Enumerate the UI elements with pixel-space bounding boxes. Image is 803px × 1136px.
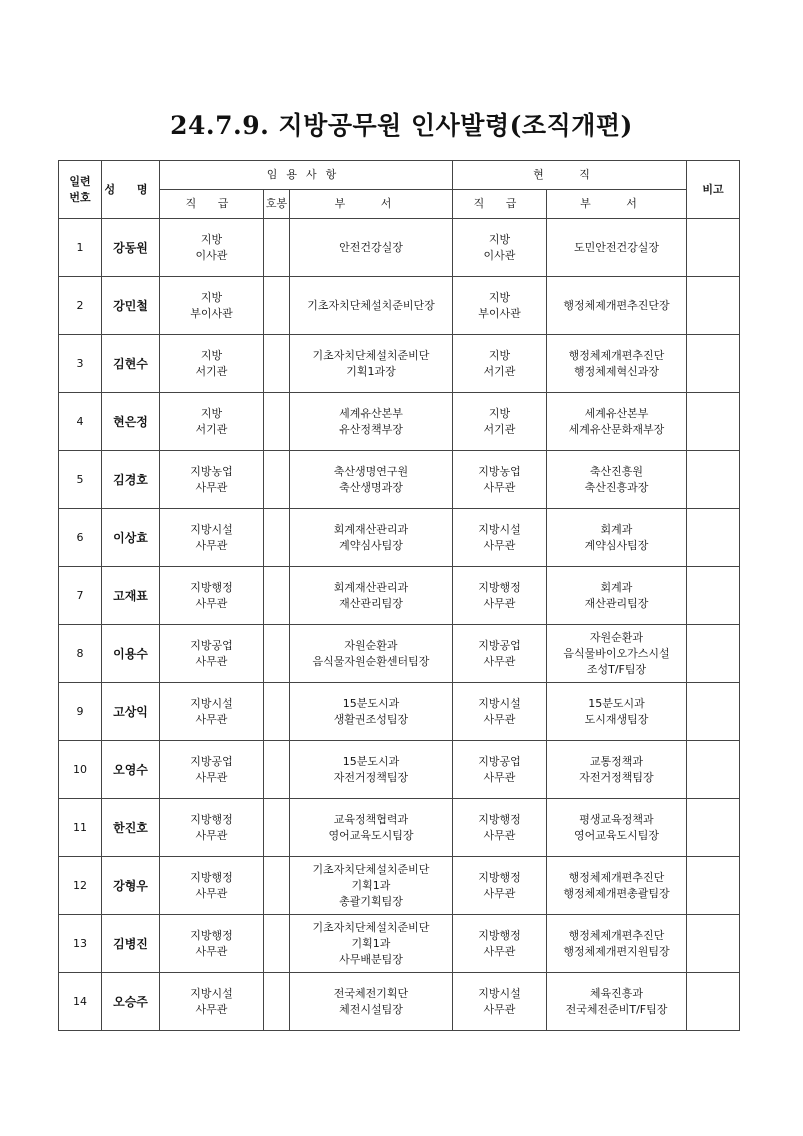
header-dept: 부 서 <box>290 190 453 219</box>
cell-current-dept: 15분도시과 도시재생팀장 <box>547 683 687 741</box>
header-hobong: 호봉 <box>264 190 290 219</box>
cell-current-grade: 지방공업 사무관 <box>453 741 547 799</box>
cell-hobong <box>264 857 290 915</box>
cell-note <box>687 915 740 973</box>
cell-seq: 5 <box>59 451 102 509</box>
cell-hobong <box>264 451 290 509</box>
table-row <box>59 973 740 1031</box>
table-row <box>59 451 740 509</box>
cell-current-dept: 행정체제개편추진단장 <box>547 277 687 335</box>
cell-note <box>687 741 740 799</box>
cell-name: 이용수 <box>102 625 160 683</box>
cell-name: 김현수 <box>102 335 160 393</box>
cell-seq: 6 <box>59 509 102 567</box>
table-row <box>59 915 740 973</box>
cell-note <box>687 335 740 393</box>
cell-name: 오영수 <box>102 741 160 799</box>
cell-dept: 회계재산관리과 계약심사팀장 <box>290 509 453 567</box>
cell-name: 현은정 <box>102 393 160 451</box>
cell-note <box>687 451 740 509</box>
cell-grade: 지방공업 사무관 <box>160 741 264 799</box>
table-row <box>59 393 740 451</box>
cell-hobong <box>264 741 290 799</box>
cell-note <box>687 509 740 567</box>
cell-hobong <box>264 683 290 741</box>
cell-name: 한진호 <box>102 799 160 857</box>
cell-hobong <box>264 567 290 625</box>
cell-grade: 지방 이사관 <box>160 219 264 277</box>
cell-note <box>687 277 740 335</box>
cell-current-grade: 지방 서기관 <box>453 335 547 393</box>
cell-note <box>687 219 740 277</box>
cell-current-grade: 지방행정 사무관 <box>453 799 547 857</box>
cell-current-dept: 회계과 재산관리팀장 <box>547 567 687 625</box>
cell-current-dept: 도민안전건강실장 <box>547 219 687 277</box>
cell-current-dept: 교통정책과 자전거정책팀장 <box>547 741 687 799</box>
table-row <box>59 857 740 915</box>
cell-current-grade: 지방시설 사무관 <box>453 509 547 567</box>
header-current: 현 직 <box>453 161 687 190</box>
cell-dept: 교육정책협력과 영어교육도시팀장 <box>290 799 453 857</box>
header-name: 성 명 <box>102 161 160 219</box>
header-seq: 일련 번호 <box>59 161 102 219</box>
cell-hobong <box>264 799 290 857</box>
cell-current-grade: 지방행정 사무관 <box>453 567 547 625</box>
cell-hobong <box>264 915 290 973</box>
cell-dept: 안전건강실장 <box>290 219 453 277</box>
table-row <box>59 509 740 567</box>
cell-seq: 14 <box>59 973 102 1031</box>
cell-dept: 15분도시과 생활권조성팀장 <box>290 683 453 741</box>
table-row <box>59 219 740 277</box>
cell-current-dept: 평생교육정책과 영어교육도시팀장 <box>547 799 687 857</box>
cell-current-grade: 지방행정 사무관 <box>453 857 547 915</box>
cell-current-dept: 행정체제개편추진단 행정체제혁신과장 <box>547 335 687 393</box>
cell-seq: 4 <box>59 393 102 451</box>
cell-current-dept: 축산진흥원 축산진흥과장 <box>547 451 687 509</box>
cell-note <box>687 567 740 625</box>
cell-current-grade: 지방 부이사관 <box>453 277 547 335</box>
cell-seq: 8 <box>59 625 102 683</box>
cell-dept: 전국체전기획단 체전시설팀장 <box>290 973 453 1031</box>
document-title: 24.7.9. 지방공무원 인사발령(조직개편) <box>170 111 633 140</box>
cell-current-grade: 지방시설 사무관 <box>453 973 547 1031</box>
cell-name: 이상효 <box>102 509 160 567</box>
table-body <box>59 219 740 1031</box>
cell-current-grade: 지방행정 사무관 <box>453 915 547 973</box>
cell-grade: 지방농업 사무관 <box>160 451 264 509</box>
cell-seq: 1 <box>59 219 102 277</box>
cell-grade: 지방시설 사무관 <box>160 509 264 567</box>
cell-seq: 13 <box>59 915 102 973</box>
cell-hobong <box>264 219 290 277</box>
cell-dept: 기초자치단체설치준비단 기획1과 총괄기획팀장 <box>290 857 453 915</box>
cell-current-dept: 행정체제개편추진단 행정체제개편총괄팀장 <box>547 857 687 915</box>
header-note: 비고 <box>687 161 740 219</box>
cell-current-grade: 지방 서기관 <box>453 393 547 451</box>
cell-current-grade: 지방농업 사무관 <box>453 451 547 509</box>
cell-grade: 지방행정 사무관 <box>160 567 264 625</box>
cell-current-dept: 자원순환과 음식물바이오가스시설 조성T/F팀장 <box>547 625 687 683</box>
cell-grade: 지방 서기관 <box>160 335 264 393</box>
table-row <box>59 625 740 683</box>
cell-seq: 10 <box>59 741 102 799</box>
cell-grade: 지방행정 사무관 <box>160 857 264 915</box>
table-row <box>59 277 740 335</box>
cell-dept: 축산생명연구원 축산생명과장 <box>290 451 453 509</box>
cell-note <box>687 799 740 857</box>
cell-grade: 지방행정 사무관 <box>160 799 264 857</box>
cell-dept: 회계재산관리과 재산관리팀장 <box>290 567 453 625</box>
cell-dept: 기초자치단체설치준비단장 <box>290 277 453 335</box>
header-current-dept: 부 서 <box>547 190 687 219</box>
cell-dept: 자원순환과 음식물자원순환센터팀장 <box>290 625 453 683</box>
cell-note <box>687 393 740 451</box>
cell-seq: 2 <box>59 277 102 335</box>
cell-hobong <box>264 973 290 1031</box>
table-row <box>59 335 740 393</box>
cell-grade: 지방 서기관 <box>160 393 264 451</box>
cell-hobong <box>264 393 290 451</box>
cell-grade: 지방시설 사무관 <box>160 973 264 1031</box>
cell-seq: 7 <box>59 567 102 625</box>
cell-current-dept: 체육진흥과 전국체전준비T/F팀장 <box>547 973 687 1031</box>
cell-name: 강동원 <box>102 219 160 277</box>
cell-seq: 9 <box>59 683 102 741</box>
cell-current-dept: 세계유산본부 세계유산문화재부장 <box>547 393 687 451</box>
cell-name: 김병진 <box>102 915 160 973</box>
cell-dept: 기초자치단체설치준비단 기획1과 사무배분팀장 <box>290 915 453 973</box>
cell-name: 고재표 <box>102 567 160 625</box>
personnel-table <box>58 160 740 1031</box>
cell-seq: 12 <box>59 857 102 915</box>
table-row <box>59 741 740 799</box>
cell-current-grade: 지방 이사관 <box>453 219 547 277</box>
cell-note <box>687 857 740 915</box>
cell-grade: 지방행정 사무관 <box>160 915 264 973</box>
header-current-grade: 직 급 <box>453 190 547 219</box>
cell-seq: 11 <box>59 799 102 857</box>
cell-name: 강민철 <box>102 277 160 335</box>
cell-grade: 지방 부이사관 <box>160 277 264 335</box>
cell-grade: 지방시설 사무관 <box>160 683 264 741</box>
cell-note <box>687 973 740 1031</box>
cell-grade: 지방공업 사무관 <box>160 625 264 683</box>
table-row <box>59 567 740 625</box>
cell-hobong <box>264 625 290 683</box>
cell-current-grade: 지방시설 사무관 <box>453 683 547 741</box>
cell-note <box>687 625 740 683</box>
cell-dept: 기초자치단체설치준비단 기획1과장 <box>290 335 453 393</box>
table-row <box>59 799 740 857</box>
table-row <box>59 683 740 741</box>
cell-hobong <box>264 335 290 393</box>
cell-name: 고상익 <box>102 683 160 741</box>
header-appointment: 임용사항 <box>160 161 453 190</box>
cell-name: 강형우 <box>102 857 160 915</box>
cell-current-dept: 회계과 계약심사팀장 <box>547 509 687 567</box>
cell-dept: 15분도시과 자전거정책팀장 <box>290 741 453 799</box>
header-grade: 직 급 <box>160 190 264 219</box>
cell-name: 김경호 <box>102 451 160 509</box>
cell-note <box>687 683 740 741</box>
cell-name: 오승주 <box>102 973 160 1031</box>
cell-current-dept: 행정체제개편추진단 행정체제개편지원팀장 <box>547 915 687 973</box>
cell-dept: 세계유산본부 유산정책부장 <box>290 393 453 451</box>
cell-hobong <box>264 509 290 567</box>
cell-seq: 3 <box>59 335 102 393</box>
cell-current-grade: 지방공업 사무관 <box>453 625 547 683</box>
cell-hobong <box>264 277 290 335</box>
